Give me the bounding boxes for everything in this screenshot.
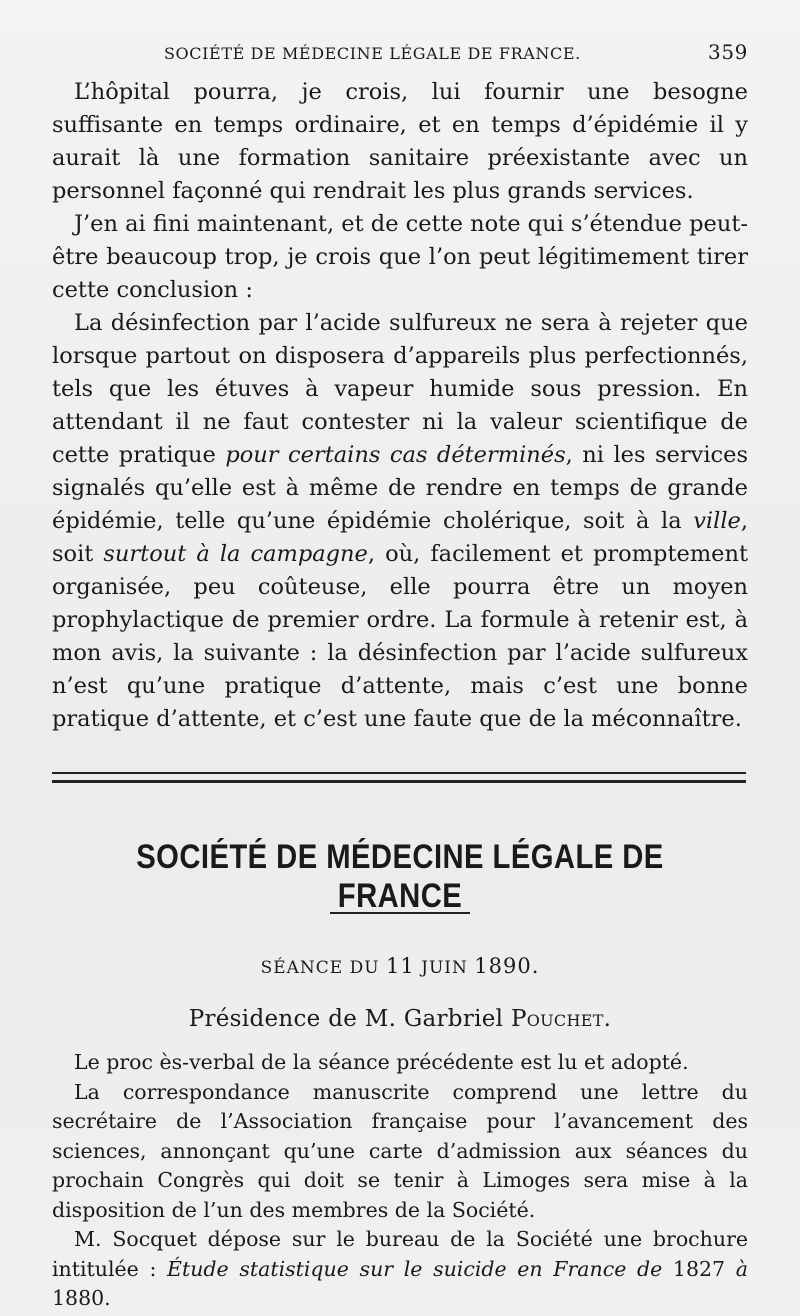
minutes-paragraph: La correspondance manuscrite comprend une lettre du secrétaire de l’Association française pour l’avancement des sciences, annonçant qu’une carte d’admission aux séances du prochain Congrès qui doit se tenir à Limoges sera mise à la disposition de l’un des membres de la Société. [52, 1079, 748, 1222]
italic-phrase: pour certains cas déterminés [225, 442, 566, 468]
minutes-paragraph: Le proc ès-verbal de la séance précédente est lu et adopté. [74, 1050, 689, 1074]
session-date: SÉANCE DU 11 JUIN 1890. [260, 954, 540, 978]
running-header [52, 40, 748, 64]
italic-phrase: ville [693, 508, 741, 534]
section-title: SOCIÉTÉ DE MÉDECINE LÉGALE DE FRANCE [136, 838, 664, 915]
running-title: SOCIÉTÉ DE MÉDECINE LÉGALE DE FRANCE. [164, 44, 581, 63]
paragraph-hopital: L’hôpital pourra, je crois, lui fournir une besogne suffisante en temps ordinaire, et en temps d’épidémie il y aurait là une formation sanitaire préexistante avec un personnel façonné qui rendrait les plus grands services. [52, 79, 748, 204]
minutes-text [52, 1048, 748, 1314]
paragraph-conclusion: La désinfection par l’acide sulfureux ne sera à rejeter que lorsque partout on disposera d’appareils plus perfectionnés, tels que les étuves à vapeur humide sous pression. En attendant il ne faut contester ni la valeur scientifique de cette pratique pour certains cas déterminés, ni les services signalés qu’elle est à même de rendre en temps de grande épidémie, telle qu’une épidémie cholérique, soit à la ville, soit surtout à la campagne, où, facilement et promptement organisée, peu coûteuse, elle pourra être un moyen prophylactique de premier ordre. La formule à retenir est, à mon avis, la suivante : la désinfection par l’acide sulfureux n’est qu’une pratique d’attente, mais c’est une bonne pratique d’attente, et c’est une faute que de la méconnaître. [52, 310, 749, 732]
page-number: 359 [708, 40, 748, 64]
paragraph-conclusion-intro: J’en ai fini maintenant, et de cette note qui s’étendue peut-être beaucoup trop, je crois que l’on peut légitimement tirer cette conclusion : [52, 211, 748, 303]
section-divider [52, 772, 746, 783]
presidency-line: Présidence de M. Garbriel Pouchet. [188, 1006, 612, 1032]
body-text-top [52, 76, 748, 736]
italic-phrase: surtout à la campagne [103, 541, 368, 567]
title-underline [330, 912, 470, 914]
minutes-paragraph: M. Socquet dépose sur le bureau de la Société une brochure intitulée : Étude statistique sur le suicide en France de 1827 à 1880. [52, 1227, 748, 1310]
